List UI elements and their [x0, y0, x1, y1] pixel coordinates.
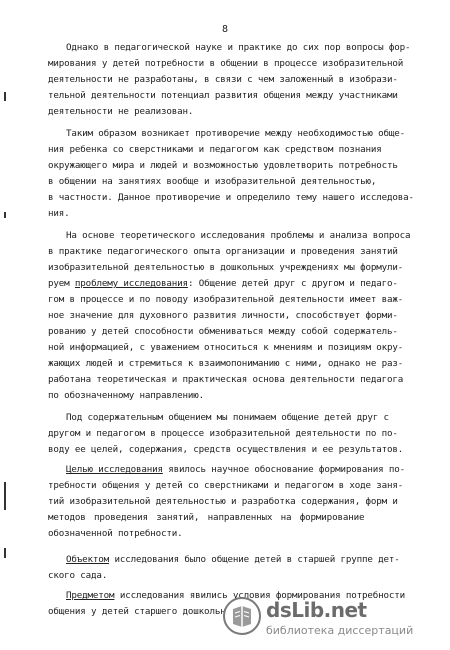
text-span: руем: [48, 278, 75, 289]
text-span: явилось научное обоснование формирования по-: [162, 464, 406, 475]
text-line: тий изобразительной деятельностью и разработка содержания, форм и: [48, 496, 398, 507]
text-line: [48, 554, 434, 565]
text-span: исследования было общение детей в старшей группе дет-: [109, 554, 400, 565]
scan-margin-mark: [4, 92, 6, 101]
text-line: ной информацией, с уважением относиться к мнениям и позициям окру-: [48, 342, 404, 353]
text-line: окружающего мира и людей и возможностью удовлетворить потребность: [48, 160, 398, 171]
text-line: На основе теоретического исследования проблемы и анализа вопроса: [66, 230, 411, 241]
text-span: : Общение детей друг с другом и педаго-: [187, 278, 398, 289]
text-line: изобразительной деятельностью в дошкольных учреждениях мы формули-: [48, 262, 404, 273]
text-line: обозначенной потребности.: [48, 528, 183, 539]
text-line: воду ее целей, содержания, средств осуществления и ее результатов.: [48, 444, 404, 455]
watermark: [222, 596, 442, 644]
text-line: по обозначенному направлению.: [48, 390, 205, 401]
text-line: другом и педагогом в процессе изобразительной деятельности по по-: [48, 428, 398, 439]
watermark-subtitle: библиотека диссертаций: [266, 624, 414, 637]
text-line: общения у детей старшего дошкольн: [48, 606, 226, 617]
research-problem-term: проблему исследования: [74, 278, 188, 289]
text-line: гом в процессе и по поводу изобразительной деятельности имеет важ-: [48, 294, 404, 305]
text-line: Под содержательным общением мы понимаем общение детей друг с: [66, 412, 389, 423]
text-line: ния ребенка со сверстниками и педагогом как средством познания: [48, 144, 382, 155]
text-line: методов проведения занятий, направленных на формирование: [48, 512, 365, 523]
watermark-title-domain: .net: [323, 598, 367, 622]
page-number: 8: [221, 24, 229, 35]
watermark-title: [266, 598, 367, 622]
text-line: тельной деятельности потенциал развития общения между участниками: [48, 90, 398, 101]
text-line: рованию у детей способности обмениваться между собой содержатель-: [48, 326, 398, 337]
text-line: Однако в педагогической науке и практике до сих пор вопросы фор-: [66, 42, 411, 53]
text-line: мирования у детей потребности в общении в процессе изобразительной: [48, 58, 404, 69]
text-line: в практике педагогического опыта организации и проведения занятий: [48, 246, 398, 257]
text-line: [48, 278, 434, 289]
scan-margin-mark: [4, 482, 6, 510]
watermark-title-main: dsLib: [266, 598, 324, 622]
text-line: деятельности не реализован.: [48, 106, 194, 117]
text-span: исследования явились условия формирования потребности: [114, 590, 406, 601]
text-line: жающих людей и стремиться к взаимопониманию с ними, однако не раз-: [48, 358, 404, 369]
text-line: в общении на занятиях вообще и изобразительной деятельностью,: [48, 176, 377, 187]
text-line: ского сада.: [48, 570, 108, 581]
text-line: ное значение для духовного развития личности, способствует форми-: [48, 310, 398, 321]
scan-margin-mark: [4, 212, 6, 218]
text-line: деятельности не разработаны, в связи с чем заложенный в изобрази-: [48, 74, 398, 85]
research-goal-term: Целью исследования: [66, 464, 163, 475]
scan-margin-mark: [4, 548, 6, 558]
text-line: ния.: [48, 208, 70, 219]
research-object-term: Объектом: [66, 554, 110, 565]
text-line: Таким образом возникает противоречие между необходимостью обще-: [66, 128, 406, 139]
research-subject-term: Предметом: [66, 590, 115, 601]
text-line: [48, 464, 434, 475]
dslib-logo-icon: [222, 596, 262, 636]
text-line: в частности. Данное противоречие и определило тему нашего исследова-: [48, 192, 414, 203]
text-line: требности общения у детей со сверстниками и педагогом в ходе заня-: [48, 480, 404, 491]
text-line: работана теоретическая и практическая основа деятельности педагога: [48, 374, 404, 385]
